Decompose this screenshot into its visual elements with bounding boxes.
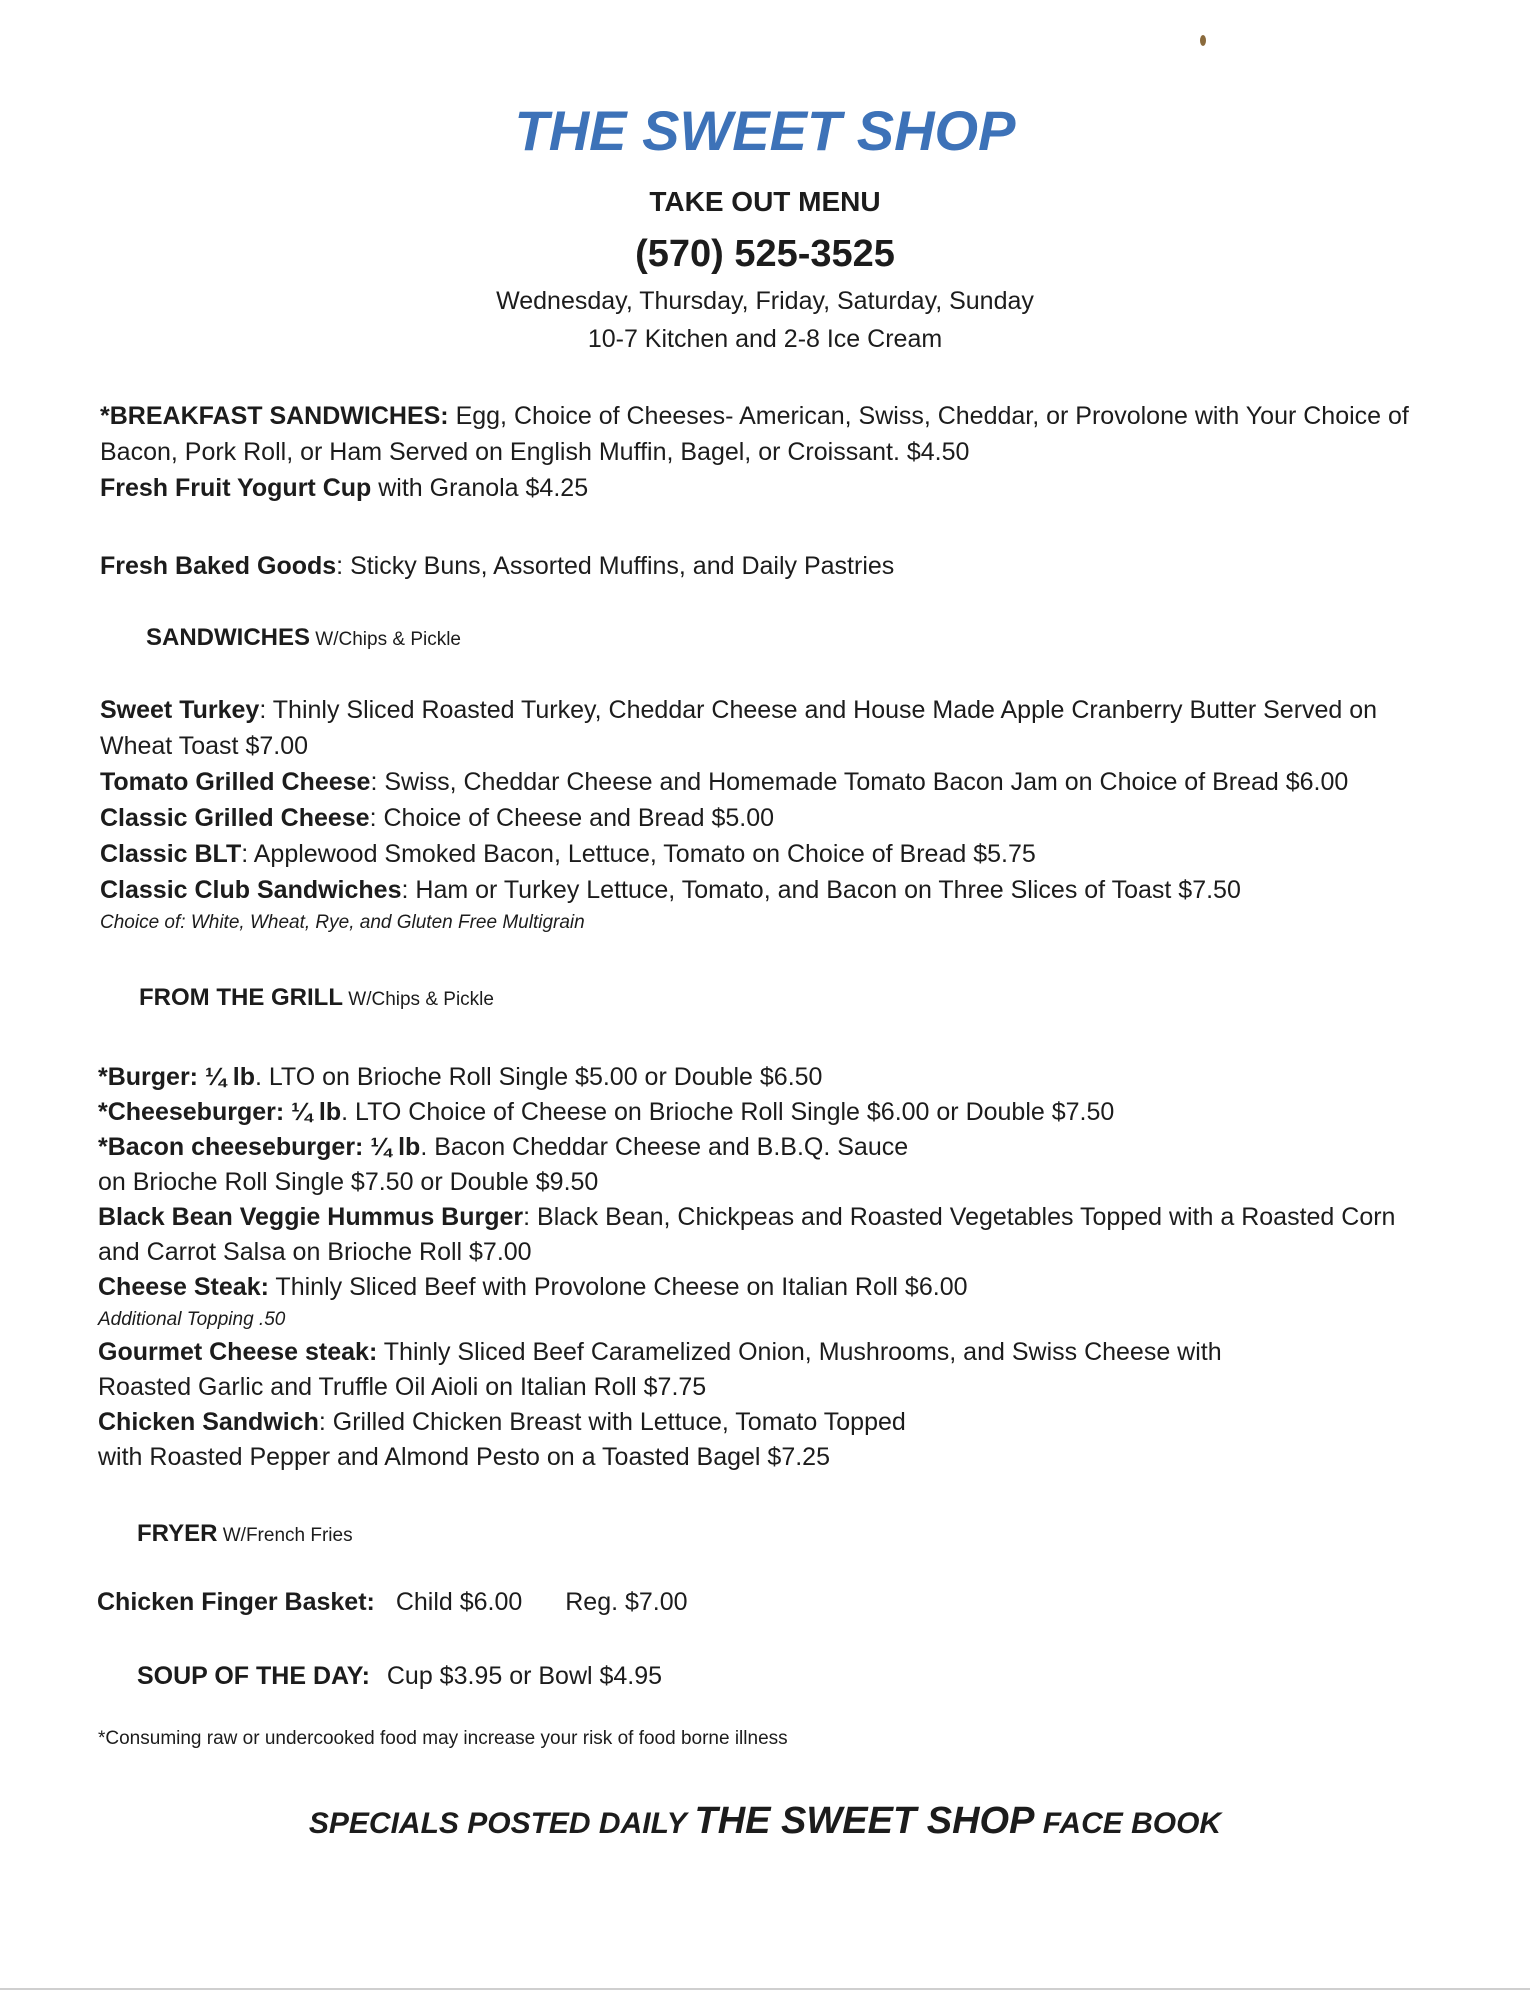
regular-price: Reg. $7.00 [565, 1588, 688, 1616]
section-note: W/Chips & Pickle [310, 629, 461, 650]
food-safety-disclaimer: *Consuming raw or undercooked food may increase your risk of food borne illness [98, 1728, 788, 1749]
item-name: SOUP OF THE DAY: [137, 1662, 370, 1690]
list-item [98, 1200, 1418, 1270]
item-name: Cheese Steak: [98, 1273, 269, 1301]
item-name: Sweet Turkey [100, 696, 260, 724]
page-edge-line [0, 1988, 1530, 1990]
item-desc: . LTO on Brioche Roll Single $5.00 or Double $6.50 [254, 1063, 823, 1091]
list-item-continued: Roasted Garlic and Truffle Oil Aioli on Italian Roll $7.75 [98, 1373, 707, 1401]
topping-note: Additional Topping .50 [98, 1309, 286, 1330]
item-desc: : Ham or Turkey Lettuce, Tomato, and Bacon on Three Slices of Toast $7.50 [401, 876, 1241, 904]
list-item [98, 1270, 1418, 1305]
list-item-continued: with Roasted Pepper and Almond Pesto on a Toasted Bagel $7.25 [98, 1443, 830, 1471]
list-item [98, 1130, 1418, 1165]
list-item [100, 692, 1440, 764]
list-item [100, 800, 1440, 836]
item-name: Gourmet Cheese steak: [98, 1338, 378, 1366]
footer-post: FACE BOOK [1034, 1807, 1222, 1840]
paper-speck [1200, 35, 1206, 46]
grill-list [98, 1060, 1418, 1475]
baked-goods-section [100, 548, 1440, 584]
list-item [98, 1095, 1418, 1130]
section-note: W/French Fries [217, 1525, 353, 1546]
item-name: Classic Club Sandwiches [100, 876, 402, 904]
open-days: Wednesday, Thursday, Friday, Saturday, Sunday [496, 287, 1034, 315]
section-title: FROM THE GRILL [139, 984, 343, 1011]
item-name: Chicken Sandwich [98, 1408, 319, 1436]
item-name: Fresh Fruit Yogurt Cup [100, 474, 372, 502]
item-desc: : Black Bean, Chickpeas and Roasted Vegetables Topped with a Roasted Corn and Carrot Salsa on Brioche Roll $7.00 [98, 1203, 1396, 1266]
list-item [98, 1335, 1418, 1370]
soup-of-the-day [137, 1662, 662, 1691]
item-desc: : Choice of Cheese and Bread $5.00 [369, 804, 775, 832]
sandwiches-list [100, 692, 1440, 938]
grill-heading [139, 984, 494, 1012]
list-item [98, 1060, 1418, 1095]
item-desc: : Applewood Smoked Bacon, Lettuce, Tomato on Choice of Bread $5.75 [241, 840, 1036, 868]
item-desc: : Thinly Sliced Roasted Turkey, Cheddar Cheese and House Made Apple Cranberry Butter Served on Wheat Toast $7.00 [100, 696, 1378, 760]
item-desc: : Grilled Chicken Breast with Lettuce, Tomato Topped [318, 1408, 906, 1436]
fryer-heading [137, 1520, 353, 1548]
item-desc: Thinly Sliced Beef with Provolone Cheese on Italian Roll $6.00 [268, 1273, 968, 1301]
item-desc: Egg, Choice of Cheeses- American, Swiss, Cheddar, or Provolone with Your Choice of Bacon, Pork Roll, or Ham Served on English Muffin, Bagel, or Croissant. $4.50 [100, 402, 1409, 466]
list-item [100, 872, 1440, 908]
child-price: Child $6.00 [395, 1588, 523, 1616]
item-name: Tomato Grilled Cheese [100, 768, 371, 796]
item-desc: Thinly Sliced Beef Caramelized Onion, Mushrooms, and Swiss Cheese with [377, 1338, 1222, 1366]
footer-specials [0, 1800, 1530, 1843]
item-desc: . LTO Choice of Cheese on Brioche Roll Single $6.00 or Double $7.50 [341, 1098, 1115, 1126]
sandwiches-heading [146, 624, 461, 652]
list-item [100, 764, 1440, 800]
breakfast-section [100, 398, 1440, 506]
footer-pre: SPECIALS POSTED DAILY [308, 1807, 695, 1840]
menu-subtitle: TAKE OUT MENU [649, 186, 881, 217]
item-name: Classic BLT [100, 840, 242, 868]
shop-title: THE SWEET SHOP [514, 99, 1016, 162]
item-name: Chicken Finger Basket: [97, 1588, 375, 1616]
open-hours: 10-7 Kitchen and 2-8 Ice Cream [587, 325, 943, 353]
chicken-finger-basket [97, 1588, 688, 1617]
item-name: *Burger: ¼ lb [98, 1063, 255, 1091]
phone-number: (570) 525-3525 [635, 233, 895, 275]
yogurt-item [100, 470, 1440, 506]
item-name: *Bacon cheeseburger: ¼ lb [98, 1133, 421, 1161]
list-item [98, 1405, 1418, 1440]
section-title: FRYER [137, 1520, 218, 1547]
breakfast-sandwiches-item [100, 398, 1440, 470]
item-name: Black Bean Veggie Hummus Burger [98, 1203, 524, 1231]
item-desc: with Granola $4.25 [371, 474, 589, 502]
item-name: Classic Grilled Cheese [100, 804, 370, 832]
item-name: *Cheeseburger: ¼ lb [98, 1098, 342, 1126]
item-name: Fresh Baked Goods [100, 552, 337, 580]
item-desc: . Bacon Cheddar Cheese and B.B.Q. Sauce [420, 1133, 909, 1161]
list-item [100, 836, 1440, 872]
item-desc: : Sticky Buns, Assorted Muffins, and Daily Pastries [336, 552, 895, 580]
item-name: *BREAKFAST SANDWICHES: [100, 402, 449, 430]
footer-brand: THE SWEET SHOP [694, 1800, 1035, 1842]
section-note: W/Chips & Pickle [342, 989, 494, 1010]
item-desc: : Swiss, Cheddar Cheese and Homemade Tomato Bacon Jam on Choice of Bread $6.00 [370, 768, 1349, 796]
bread-choice-note: Choice of: White, Wheat, Rye, and Gluten Free Multigrain [100, 912, 585, 933]
item-desc: Cup $3.95 or Bowl $4.95 [386, 1662, 663, 1690]
list-item-continued: on Brioche Roll Single $7.50 or Double $9.50 [98, 1168, 599, 1196]
baked-goods-item [100, 548, 1440, 584]
section-title: SANDWICHES [146, 624, 311, 651]
